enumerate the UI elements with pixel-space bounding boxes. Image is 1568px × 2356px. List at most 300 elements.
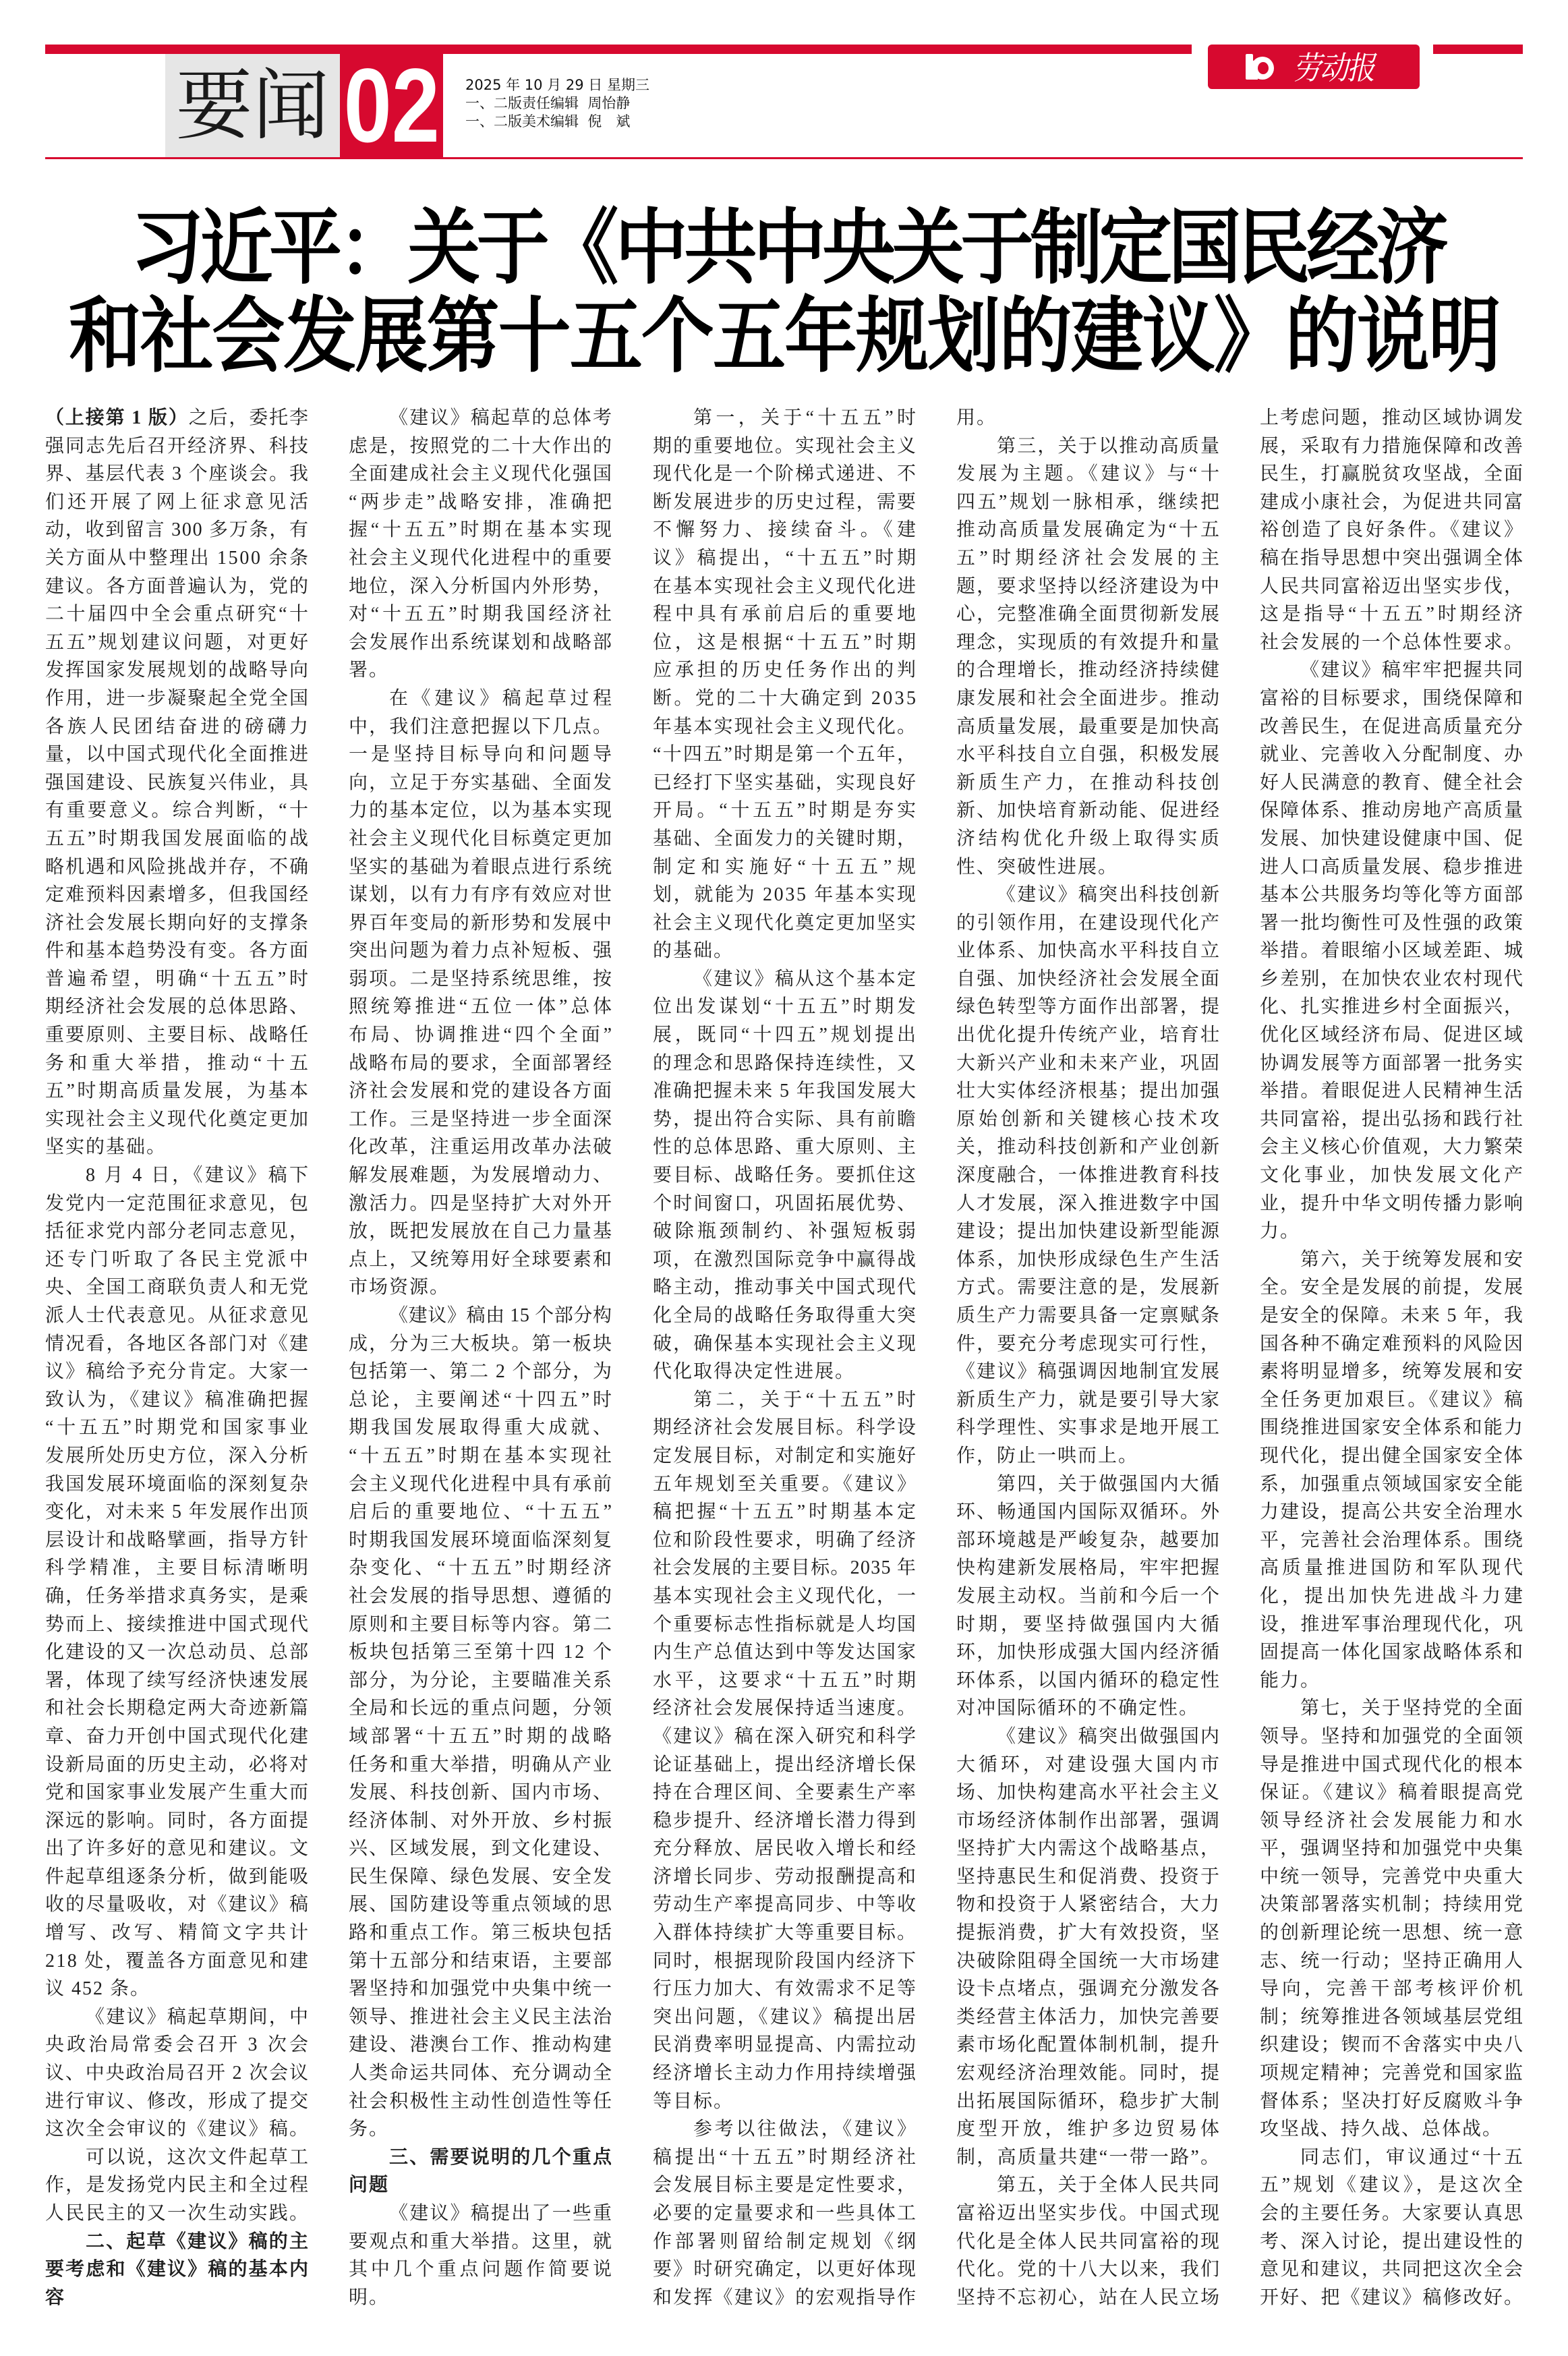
line-text — [653, 1667, 919, 1695]
line-text — [997, 2171, 1221, 2200]
line-content: 三、需要说明的几个重点 — [389, 2146, 614, 2168]
text-line — [349, 2115, 612, 2144]
line-content: 素将明显增多，统筹发展和安 — [1260, 1361, 1525, 1383]
line-content: 任务和重大举措，明确从产业 — [349, 1754, 614, 1775]
text-line — [45, 993, 308, 1021]
line-content: 二、起草《建议》稿的主 — [86, 2231, 310, 2252]
line-content: 要目标、战略任务。要抓住这 — [653, 1165, 918, 1186]
line-content: 原则和主要目标等内容。第二 — [349, 1613, 614, 1635]
text-line — [45, 853, 308, 882]
text-line — [653, 1891, 916, 1919]
text-line — [349, 1638, 612, 1667]
text-line — [349, 573, 612, 601]
line-content: 署一批均衡性可及性强的政策 — [1260, 912, 1525, 933]
line-content: 定发展目标，对制定和实施好 — [653, 1445, 918, 1466]
text-line — [45, 2115, 308, 2144]
line-content: 基本实现社会主义现代化，一 — [653, 1585, 918, 1607]
line-text — [349, 2003, 613, 2032]
line-text — [45, 1919, 312, 1947]
line-content: 民消费率明显提高、内需拉动 — [653, 2034, 918, 2056]
text-line — [45, 1667, 308, 1695]
line-content: 论证基础上，提出经济增长保 — [653, 1754, 918, 1775]
line-text — [653, 1190, 917, 1218]
line-content: 署，体现了续写经济快速发展 — [45, 1669, 310, 1691]
line-text — [389, 2200, 613, 2228]
line-text — [653, 1611, 917, 1639]
text-line — [349, 1133, 612, 1161]
line-text — [1260, 797, 1524, 825]
line-text — [349, 713, 613, 741]
line-content: 建设；提出加快建设新型能源 — [956, 1221, 1221, 1242]
text-line — [349, 1358, 612, 1386]
line-content: 性、突破性进展。 — [956, 856, 1119, 878]
text-line — [45, 797, 311, 825]
text-line — [956, 1638, 1219, 1667]
line-text — [349, 1330, 613, 1358]
line-text — [956, 1779, 1221, 1807]
text-line — [653, 1498, 919, 1526]
text-line — [45, 769, 308, 797]
text-line — [349, 2228, 612, 2256]
text-line — [1260, 1498, 1523, 1526]
text-line — [653, 1021, 919, 1050]
line-content: 定难预料因素增多，但我国经 — [45, 884, 310, 906]
line-text — [653, 1302, 917, 1330]
line-content: 会发展目标主要是定性要求， — [653, 2175, 918, 2196]
line-content: 心，完整准确全面贯彻新发展 — [956, 604, 1221, 625]
line-content: 成，分为三大板块。第一板块 — [349, 1333, 614, 1354]
line-content: 《建议》稿突出科技创新 — [997, 884, 1221, 906]
line-content: 保证。《建议》稿着眼提高党 — [1260, 1782, 1526, 1804]
text-line — [349, 937, 612, 965]
paragraph — [956, 1470, 1223, 1723]
text-line — [45, 516, 308, 544]
text-line — [349, 629, 612, 657]
line-content: 要观点和重大举措。这里，就 — [349, 2231, 614, 2252]
line-content: 件起草组逐条分析，做到能吸 — [45, 1866, 310, 1887]
text-line — [956, 769, 1223, 797]
line-content: 民生，打赢脱贫攻坚战，全面 — [1260, 463, 1525, 485]
paragraph — [349, 404, 615, 685]
line-content: 期我国发展取得重大成就、 — [349, 1417, 615, 1439]
text-line — [653, 1246, 916, 1274]
text-line — [956, 2031, 1219, 2059]
text-line — [653, 1414, 916, 1442]
text-line — [653, 853, 921, 882]
line-text — [956, 656, 1221, 685]
line-text — [1260, 2003, 1524, 2032]
text-line — [1260, 1330, 1523, 1358]
line-text — [389, 2144, 613, 2172]
line-text — [1260, 2228, 1524, 2256]
line-text — [1260, 2171, 1526, 2200]
line-text — [45, 965, 312, 994]
line-content: 第一，关于“十五五”时 — [693, 407, 920, 428]
text-line — [653, 1050, 916, 1078]
line-text — [349, 1526, 613, 1555]
text-line — [653, 1161, 916, 1190]
text-line — [956, 713, 1219, 741]
line-text — [956, 769, 1223, 797]
text-line — [45, 1470, 308, 1499]
line-content: 坚持惠民生和促消费、投资于 — [956, 1866, 1221, 1887]
text-line — [956, 1723, 1219, 1751]
text-line — [956, 825, 1223, 853]
text-line — [653, 797, 919, 825]
line-content: 环、畅通国内国际双循环。外 — [956, 1501, 1221, 1523]
text-line — [653, 825, 916, 853]
line-content: 充分释放、居民收入增长和经 — [653, 1838, 918, 1860]
text-line — [1260, 1779, 1526, 1807]
text-line — [349, 460, 612, 488]
line-text — [653, 1863, 917, 1891]
line-text — [86, 2003, 310, 2032]
line-text — [956, 797, 1221, 825]
line-text — [653, 656, 919, 685]
text-line — [653, 1723, 916, 1751]
text-line — [45, 2228, 308, 2256]
text-line — [653, 1919, 916, 1947]
line-content: 织建设；锲而不舍落实中央八 — [1260, 2034, 1525, 2056]
line-content: 确，任务举措求真务实，是乘 — [45, 1585, 310, 1607]
line-text — [956, 2031, 1221, 2059]
line-content: 要考虑和《建议》稿的基本内 — [45, 2259, 310, 2280]
line-content: 《建议》稿起草的总体考 — [389, 407, 614, 428]
line-content: 稿提出“十五五”时期经济社 — [653, 2146, 919, 2168]
text-line — [45, 1021, 308, 1050]
line-content: 照统筹推进“五位一体”总体 — [349, 996, 615, 1018]
line-text — [45, 2171, 310, 2200]
line-content: 其中几个重点问题作简要说 — [349, 2259, 615, 2280]
text-line — [653, 2115, 919, 2144]
text-line — [349, 881, 612, 909]
text-line — [1260, 2228, 1523, 2256]
line-content: 领导经济社会发展能力和水 — [1260, 1810, 1526, 1831]
line-content: 《建议》稿从这个基本定 — [693, 968, 918, 989]
line-text — [45, 1414, 312, 1442]
line-content: 界百年变局的新形势和发展中 — [349, 912, 614, 933]
line-text — [653, 1105, 917, 1134]
line-text — [956, 1526, 1221, 1555]
line-content: 之后，委托李 — [188, 407, 310, 428]
line-content: 考、深入讨论，提出建设性的 — [1260, 2231, 1525, 2252]
line-text — [45, 769, 310, 797]
line-text — [653, 1554, 917, 1582]
text-line — [956, 1582, 1219, 1611]
line-text — [349, 1638, 614, 1667]
line-text — [653, 1779, 917, 1807]
line-content: 深度融合，一体推进教育科技 — [956, 1165, 1221, 1186]
line-text — [45, 2031, 311, 2059]
text-line — [1260, 1919, 1523, 1947]
line-content: 内生产总值达到中等发达国家 — [653, 1642, 918, 1663]
line-content: 力建设，提高公共安全治理水 — [1260, 1501, 1525, 1523]
text-line — [45, 432, 308, 461]
line-content: 程中具有承前启后的重要地 — [653, 604, 919, 625]
line-content: 的创新理论统一思想、统一意 — [1260, 1922, 1525, 1944]
text-line — [653, 1582, 916, 1611]
line-content: 总论，主要阐述“十四五”时 — [349, 1389, 615, 1410]
line-content: 收的尽量吸收，对《建议》稿 — [45, 1894, 310, 1916]
line-text — [653, 685, 918, 713]
line-text — [1260, 1638, 1524, 1667]
text-line — [45, 1161, 311, 1190]
line-text — [956, 853, 1118, 882]
line-text — [653, 516, 920, 544]
line-content: 进人口高质量发展、稳步推进 — [1260, 856, 1525, 878]
text-line — [349, 1302, 612, 1330]
line-text — [1260, 1133, 1524, 1161]
line-text — [956, 2088, 1221, 2116]
line-content: 《建议》稿由 15 个部分构 — [389, 1305, 612, 1326]
text-line — [45, 1273, 308, 1302]
line-content: 五”规划《建议》，是这次全 — [1260, 2175, 1526, 2196]
line-text — [86, 1161, 310, 1190]
text-line — [653, 544, 919, 573]
text-line — [45, 881, 308, 909]
line-content: 市场经济体制作出部署，强调 — [956, 1810, 1221, 1831]
text-line — [45, 544, 308, 573]
text-line — [349, 1246, 612, 1274]
line-content: 第七，关于坚持党的全面 — [1300, 1698, 1525, 1719]
line-text — [45, 629, 310, 657]
text-line — [349, 685, 616, 713]
line-content: 围绕推进国家安全体系和能力 — [1260, 1417, 1525, 1439]
line-text — [653, 769, 917, 797]
line-text — [693, 404, 919, 432]
line-content: 济结构优化升级上取得实质 — [956, 828, 1223, 849]
line-text — [956, 1105, 1223, 1134]
text-line — [956, 937, 1219, 965]
line-text — [653, 2003, 918, 2032]
line-content: 强同志先后召开经济界、科技 — [45, 435, 310, 457]
line-text — [349, 2171, 389, 2200]
line-text — [349, 1217, 613, 1246]
line-text — [956, 1751, 1223, 1779]
line-text — [349, 2088, 613, 2116]
line-text — [1260, 1498, 1524, 1526]
text-line — [653, 993, 919, 1021]
line-text — [653, 2284, 917, 2312]
text-line — [653, 1105, 916, 1134]
line-content: 文化事业，加快发展文化产 — [1260, 1165, 1526, 1186]
line-text — [997, 432, 1221, 461]
line-text — [1260, 993, 1524, 1021]
paragraph — [956, 1723, 1223, 2172]
line-content: 开好、把《建议》稿修改好。 — [1260, 2287, 1525, 2308]
masthead-red-bar — [45, 45, 1192, 54]
text-line — [45, 2284, 308, 2312]
line-content: 中统一领导，完善党中央重大 — [1260, 1866, 1525, 1887]
line-content: 突出问题，《建议》稿提出居 — [653, 2006, 919, 2028]
line-content: 还专门听取了各民主党派中 — [45, 1248, 312, 1270]
line-text — [45, 1723, 310, 1751]
line-text — [653, 1133, 917, 1161]
line-text — [349, 937, 613, 965]
page-number: 02 — [343, 54, 440, 157]
line-text — [349, 1442, 615, 1470]
text-line — [956, 404, 1219, 432]
text-line — [1260, 488, 1523, 517]
text-line — [349, 797, 612, 825]
line-text — [349, 797, 613, 825]
line-text — [997, 1470, 1221, 1499]
line-text — [653, 1582, 917, 1611]
line-content: 力。 — [1260, 1221, 1301, 1242]
line-text — [956, 2059, 1221, 2088]
line-content: 央政治局常委会召开 3 次会 — [45, 2034, 312, 2056]
line-text — [349, 1273, 450, 1302]
text-line — [1260, 404, 1523, 432]
text-line — [1260, 769, 1523, 797]
line-text — [1260, 853, 1524, 882]
line-content: 部分，为分论，主要瞄准关系 — [349, 1669, 614, 1691]
line-text — [1260, 2115, 1503, 2144]
line-text — [1260, 741, 1524, 769]
line-text — [45, 1891, 310, 1919]
line-content: 坚实的基础为着眼点进行系统 — [349, 856, 614, 878]
text-line — [45, 1358, 308, 1386]
line-content: 改善民生，在促进高质量充分 — [1260, 716, 1525, 737]
line-content: 等目标。 — [653, 2090, 734, 2112]
section-heading — [349, 2144, 612, 2200]
text-line — [45, 1863, 308, 1891]
text-line — [45, 909, 308, 938]
line-text — [349, 432, 613, 461]
paragraph — [1260, 1694, 1526, 2144]
line-text — [45, 741, 310, 769]
line-content: 设卡点堵点，强调充分激发各 — [956, 1978, 1221, 2000]
art-editor: 一、二版美术编辑 倪 斌 — [465, 113, 631, 130]
line-content: 经济增长主动力作用持续增强 — [653, 2063, 918, 2084]
text-line — [956, 516, 1222, 544]
line-content: 化，提出加快先进战斗力建 — [1260, 1585, 1526, 1607]
line-text — [1260, 1077, 1524, 1105]
line-text — [653, 1442, 917, 1470]
text-line — [349, 1330, 612, 1358]
text-line — [956, 2284, 1219, 2312]
text-line — [1260, 1442, 1523, 1470]
line-text — [653, 1414, 917, 1442]
line-text — [349, 1470, 613, 1499]
line-text — [956, 1611, 1223, 1639]
text-line — [1260, 881, 1523, 909]
line-content: 攻坚战、持久战、总体战。 — [1260, 2119, 1503, 2140]
line-content: 作部署则留给制定规划《纲 — [653, 2231, 919, 2252]
text-line — [45, 460, 308, 488]
line-text — [956, 1498, 1221, 1526]
text-line — [653, 1554, 916, 1582]
line-text — [956, 1330, 1221, 1358]
line-content: 件，要充分考虑现实可行性， — [956, 1333, 1221, 1354]
newspaper-logo — [1208, 45, 1420, 89]
text-line — [1260, 2059, 1523, 2088]
line-content: 断。党的二十大确定到 2035 — [653, 687, 919, 709]
line-text — [1260, 2031, 1524, 2059]
text-line — [653, 488, 916, 517]
line-text — [349, 2228, 613, 2256]
text-line — [45, 1554, 312, 1582]
line-text — [45, 656, 310, 685]
line-text — [45, 1386, 310, 1414]
text-line — [653, 460, 916, 488]
line-text — [349, 993, 615, 1021]
text-line — [956, 1779, 1219, 1807]
line-text — [653, 432, 917, 461]
line-content: 代化取得决定性进展。 — [653, 1361, 856, 1383]
line-text — [956, 1217, 1221, 1246]
text-line — [653, 1386, 920, 1414]
text-line — [1260, 937, 1523, 965]
line-content: 会主义核心价值观，大力繁荣 — [1260, 1137, 1525, 1158]
line-text — [1260, 404, 1524, 432]
line-content: 展，采取有力措施保障和改善 — [1260, 435, 1525, 457]
line-text — [45, 1330, 310, 1358]
line-text — [349, 1863, 613, 1891]
line-text — [45, 1582, 310, 1611]
line-content: 对冲国际循环的不确定性。 — [956, 1698, 1200, 1719]
line-content: 不懈努力、接续奋斗。《建 — [653, 519, 921, 541]
line-content: 五年规划至关重要。《建议》 — [653, 1473, 919, 1495]
paragraph — [349, 1302, 615, 2144]
line-text — [653, 1050, 917, 1078]
line-text — [349, 1161, 613, 1190]
line-content: 地位，深入分析国内外形势， — [349, 575, 614, 597]
line-content: 务。 — [349, 2119, 390, 2140]
line-text — [653, 1919, 917, 1947]
line-content: 发展、科技创新、国内市场、 — [349, 1782, 614, 1804]
line-content: 出拓展国际循环，稳步扩大制 — [956, 2090, 1221, 2112]
text-line — [1260, 853, 1523, 882]
line-content: 化、扎实推进乡村全面振兴， — [1260, 996, 1525, 1018]
line-text — [349, 1667, 613, 1695]
line-content: 《建议》稿牢牢把握共同 — [1300, 660, 1525, 681]
line-content: 是安全的保障。未来 5 年，我 — [1260, 1305, 1524, 1326]
line-text — [653, 993, 919, 1021]
line-text — [1260, 1723, 1524, 1751]
line-text — [349, 1554, 615, 1582]
line-content: 建设、港澳台工作、推动构建 — [349, 2034, 614, 2056]
line-content: 势，提出符合实际、具有前瞻 — [653, 1108, 918, 1130]
text-line — [956, 2228, 1219, 2256]
line-text — [45, 1470, 310, 1499]
line-content: 人才发展，深入推进数字中国 — [956, 1193, 1221, 1214]
line-text — [349, 2031, 613, 2059]
line-content: 济增长同步、劳动报酬提高和 — [653, 1866, 918, 1887]
line-text — [1260, 937, 1524, 965]
line-text — [349, 1358, 613, 1386]
line-text — [1260, 1526, 1524, 1555]
text-line — [956, 1863, 1219, 1891]
text-line — [653, 769, 916, 797]
text-line — [956, 853, 1219, 882]
text-line — [1260, 1470, 1523, 1499]
line-content: 破，确保基本实现社会主义现 — [653, 1333, 918, 1354]
line-content: 度型开放，维护多边贸易体 — [956, 2119, 1223, 2140]
line-text — [956, 965, 1221, 994]
text-line — [349, 2200, 612, 2228]
text-line — [349, 825, 612, 853]
line-text — [956, 1133, 1221, 1161]
line-content: 已经打下坚实基础，实现良好 — [653, 772, 918, 793]
text-line — [956, 656, 1219, 685]
line-text — [45, 2088, 310, 2116]
text-line — [349, 2088, 612, 2116]
text-line — [45, 1975, 308, 2003]
text-line — [653, 713, 916, 741]
line-text — [956, 1021, 1221, 1050]
line-text — [45, 2059, 310, 2088]
